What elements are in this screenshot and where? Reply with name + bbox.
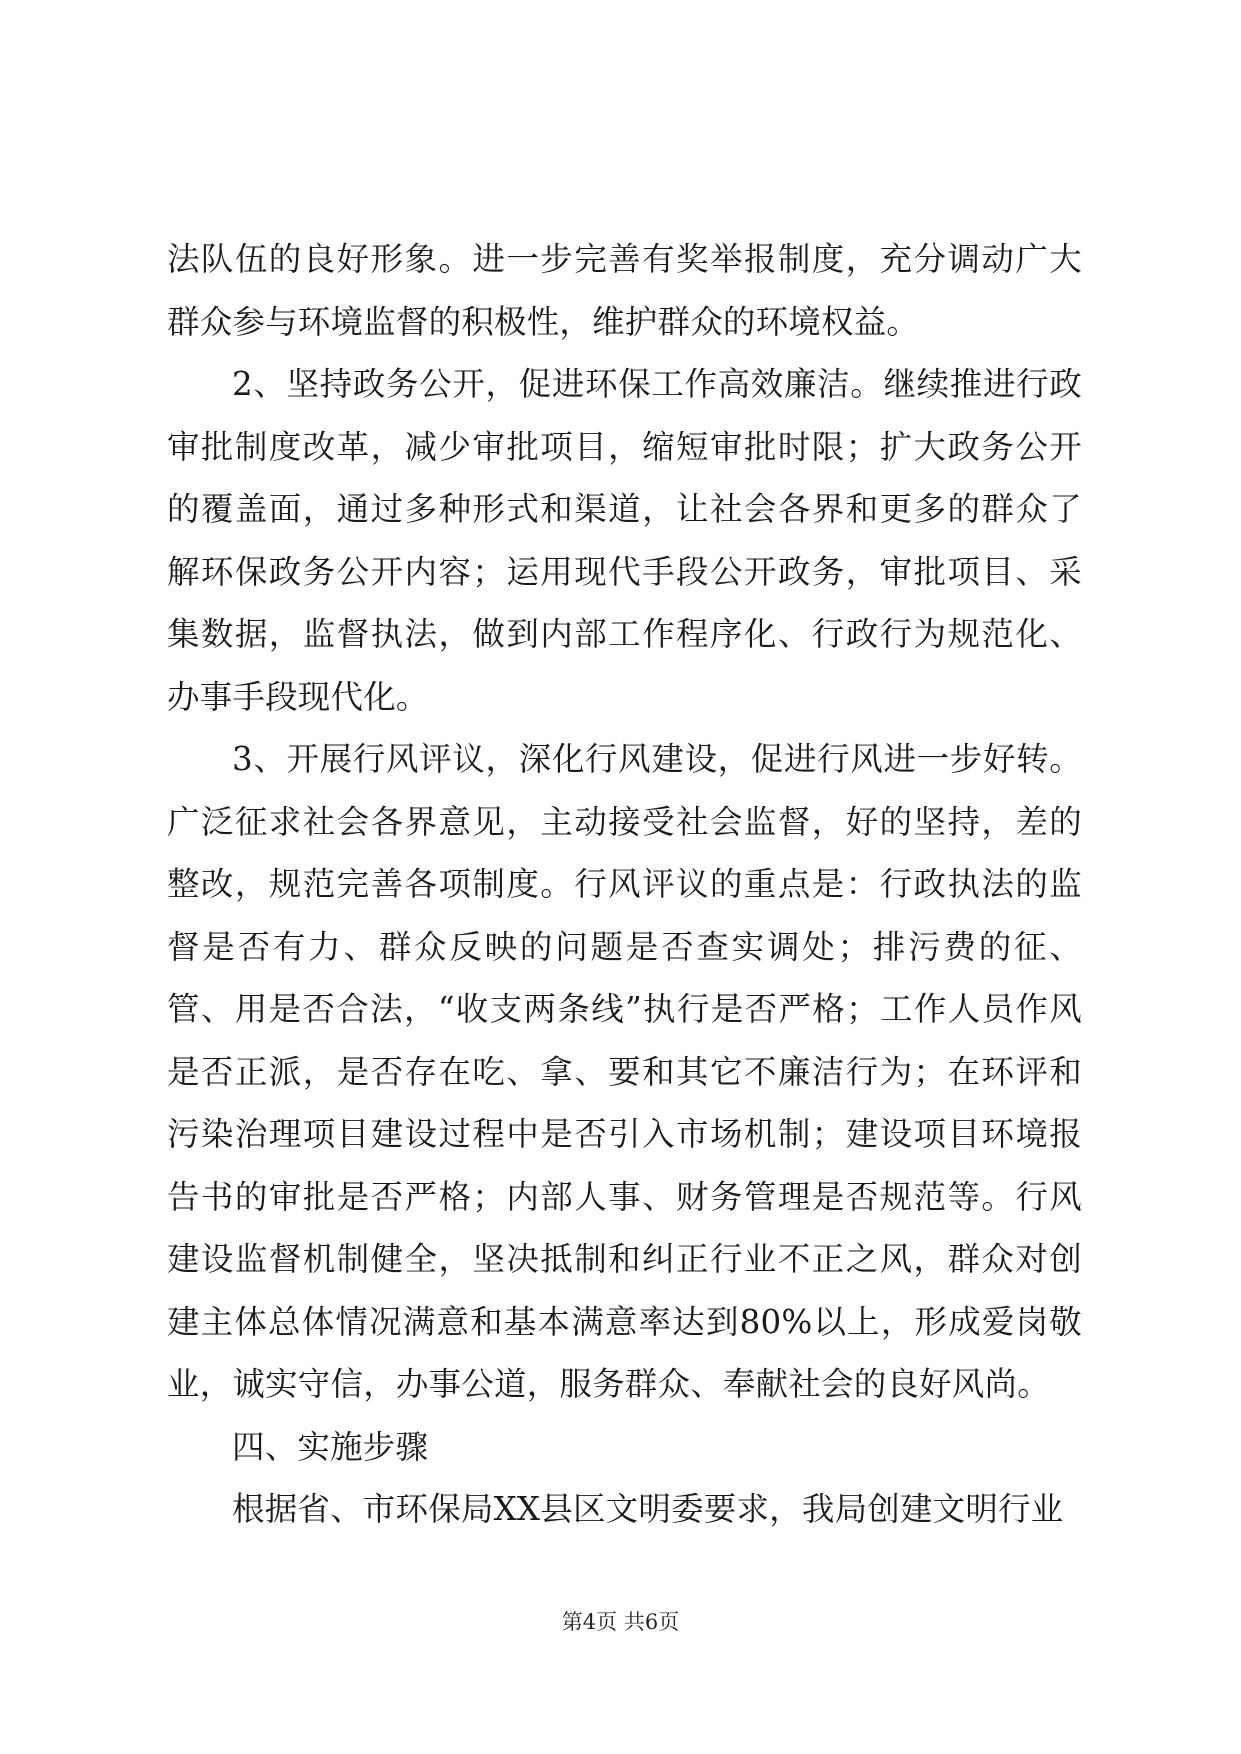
paragraph-item-2: 2、坚持政务公开，促进环保工作高效廉洁。继续推进行政审批制度改革，减少审批项目，缩短审批时限；扩大政务公开的覆盖面，通过多种形式和渠道，让社会各界和更多的群众了解环保政务公开内容；运用现代手段公开政务，审批项目、采集数据，监督执法，做到内部工作程序化、行政行为规范化、办事手段现代化。 <box>167 365 1082 716</box>
paragraph-item-3: 3、开展行风评议，深化行风建设，促进行风进一步好转。广泛征求社会各界意见，主动接受社会监督，好的坚持，差的整改，规范完善各项制度。行风评议的重点是：行政执法的监督是否有力、群众反映的问题是否查实调处；排污费的征、管、用是否合法，“收支两条线”执行是否严格；工作人员作风是否正派，是否存在吃、拿、要和其它不廉洁行为；在环评和污染治理项目建设过程中是否引入市场机制；建设项目环境报告书的审批是否严格；内部人事、财务管理是否规范等。行风建设监督机制健全，坚决抵制和纠正行业不正之风，群众对创建主体总体情况满意和基本满意率达到80%以上，形成爱岗敬业，诚实守信，办事公道，服务群众、奉献社会的良好风尚。 <box>167 740 1082 1403</box>
document-body <box>167 228 1082 1541</box>
paragraph-continuation: 法队伍的良好形象。进一步完善有奖举报制度，充分调动广大群众参与环境监督的积极性，维护群众的环境权益。 <box>167 240 1082 341</box>
paragraph-implementation: 根据省、市环保局XX县区文明委要求，我局创建文明行业 <box>232 1490 1064 1528</box>
section-heading: 四、实施步骤 <box>232 1427 429 1466</box>
page-footer: 第4页 共6页 <box>561 1610 680 1634</box>
